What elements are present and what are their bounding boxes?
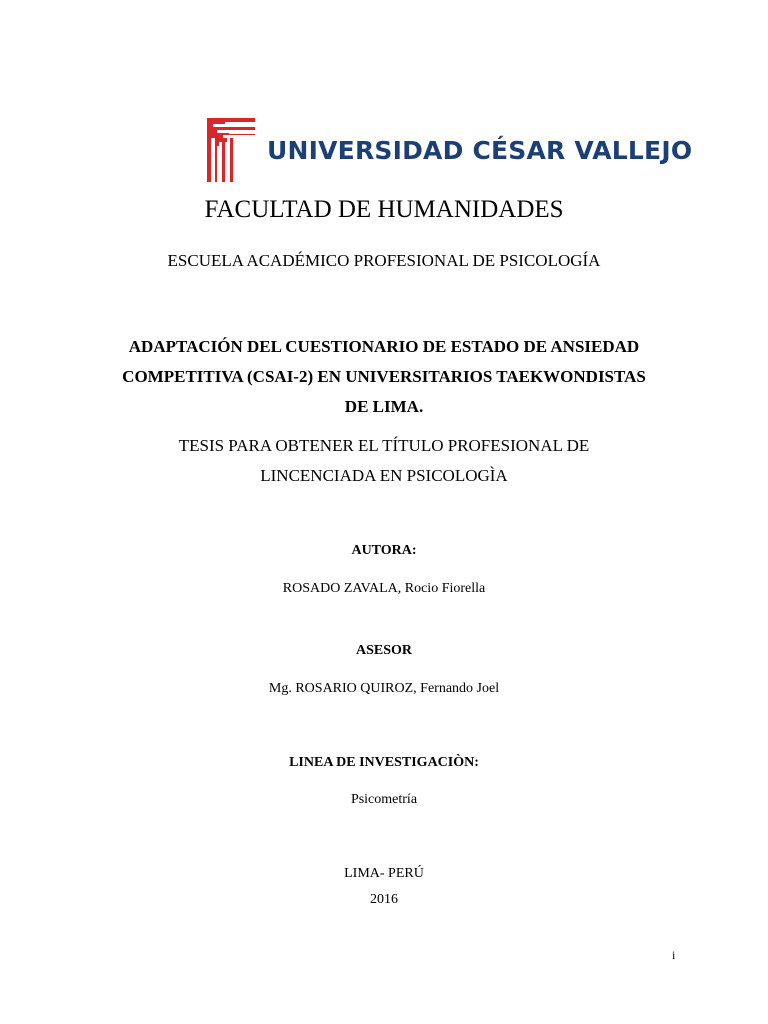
- thesis-purpose: [0, 431, 768, 491]
- advisor-label: ASESOR: [355, 643, 413, 658]
- faculty-name: FACULTAD DE HUMANIDADES: [204, 196, 564, 223]
- thesis-title-line: COMPETITIVA (CSAI-2) EN UNIVERSITARIOS TAEKWONDISTAS: [122, 367, 646, 386]
- university-name: UNIVERSIDAD CÉSAR VALLEJO: [267, 136, 693, 165]
- thesis-title-line: ADAPTACIÓN DEL CUESTIONARIO DE ESTADO DE ANSIEDAD: [128, 337, 640, 356]
- place: LIMA- PERÚ: [344, 866, 424, 881]
- author-label: AUTORA:: [351, 543, 417, 558]
- year: 2016: [370, 892, 398, 907]
- page-number: i: [672, 948, 676, 962]
- research-line-label: LINEA DE INVESTIGACIÒN:: [289, 755, 479, 770]
- author-name: ROSADO ZAVALA, Rocio Fiorella: [282, 581, 486, 596]
- school-name: ESCUELA ACADÉMICO PROFESIONAL DE PSICOLOGÍA: [167, 251, 601, 270]
- thesis-purpose-line: LINCENCIADA EN PSICOLOGÌA: [260, 466, 508, 485]
- university-logo: [205, 116, 693, 186]
- thesis-purpose-line: TESIS PARA OBTENER EL TÍTULO PROFESIONAL DE: [178, 436, 590, 455]
- university-emblem-icon: [205, 116, 257, 186]
- advisor-name: Mg. ROSARIO QUIROZ, Fernando Joel: [268, 681, 500, 696]
- research-line-value: Psicometría: [350, 792, 418, 807]
- thesis-title-line: DE LIMA.: [344, 397, 424, 416]
- thesis-title: [0, 332, 768, 422]
